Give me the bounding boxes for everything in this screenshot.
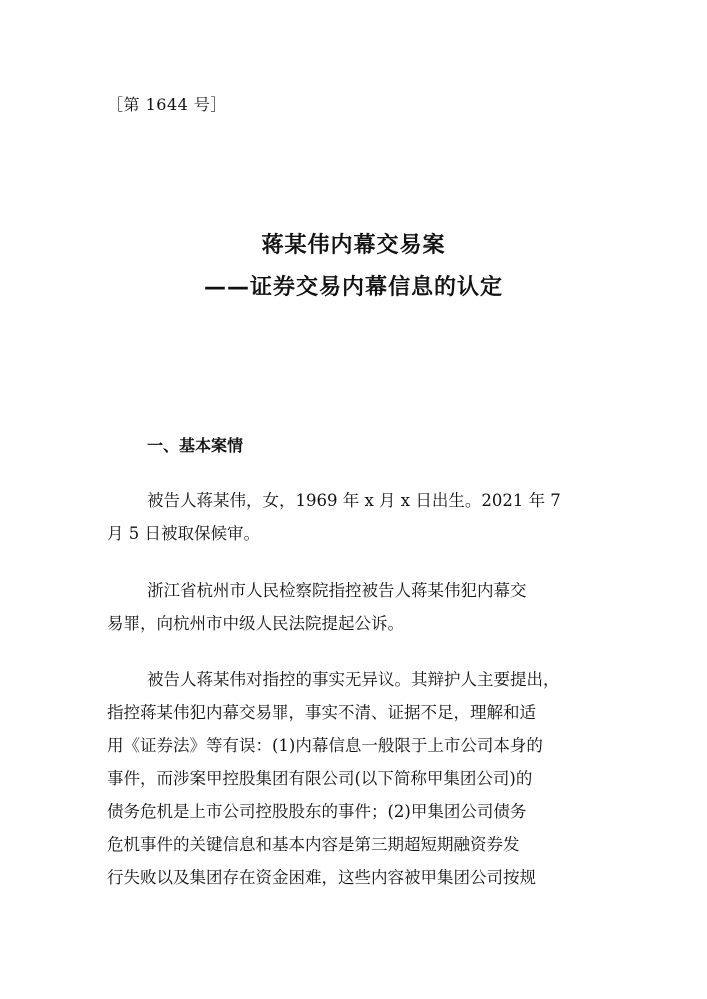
paragraph-line: 危机事件的关键信息和基本内容是第三期超短期融资券发 <box>107 835 520 854</box>
paragraph-1 <box>107 484 607 550</box>
paragraph-line: 行失败以及集团存在资金困难，这些内容被甲集团公司按规 <box>107 868 536 887</box>
paragraph-line: 用《证券法》等有误：(1)内幕信息一般限于上市公司本身的 <box>107 736 543 755</box>
paragraph-line: 易罪，向杭州市中级人民法院提起公诉。 <box>107 614 404 633</box>
paragraph-line: 指控蒋某伟犯内幕交易罪，事实不清、证据不足，理解和适 <box>107 703 536 722</box>
paragraph-line: 被告人蒋某伟对指控的事实无异议。其辩护人主要提出， <box>147 670 560 689</box>
paragraph-line: 被告人蒋某伟，女，1969 年 x 月 x 日出生。2021 年 7 <box>147 491 561 510</box>
paragraph-2 <box>107 574 607 640</box>
section-heading: 一、基本案情 <box>147 436 244 455</box>
paragraph-line: 浙江省杭州市人民检察院指控被告人蒋某伟犯内幕交 <box>147 581 527 600</box>
case-number: ［第 1644 号］ <box>107 95 227 114</box>
paragraph-line: 事件，而涉案甲控股集团有限公司(以下简称甲集团公司)的 <box>107 769 533 788</box>
paragraph-line: 月 5 日被取保候审。 <box>107 524 260 543</box>
document-subtitle: ——证券交易内幕信息的认定 <box>203 275 503 300</box>
document-title: 蒋某伟内幕交易案 <box>261 233 446 258</box>
paragraph-3 <box>107 663 607 894</box>
title-block <box>0 232 707 302</box>
paragraph-line: 债务危机是上市公司控股股东的事件；(2)甲集团公司债务 <box>107 802 527 821</box>
